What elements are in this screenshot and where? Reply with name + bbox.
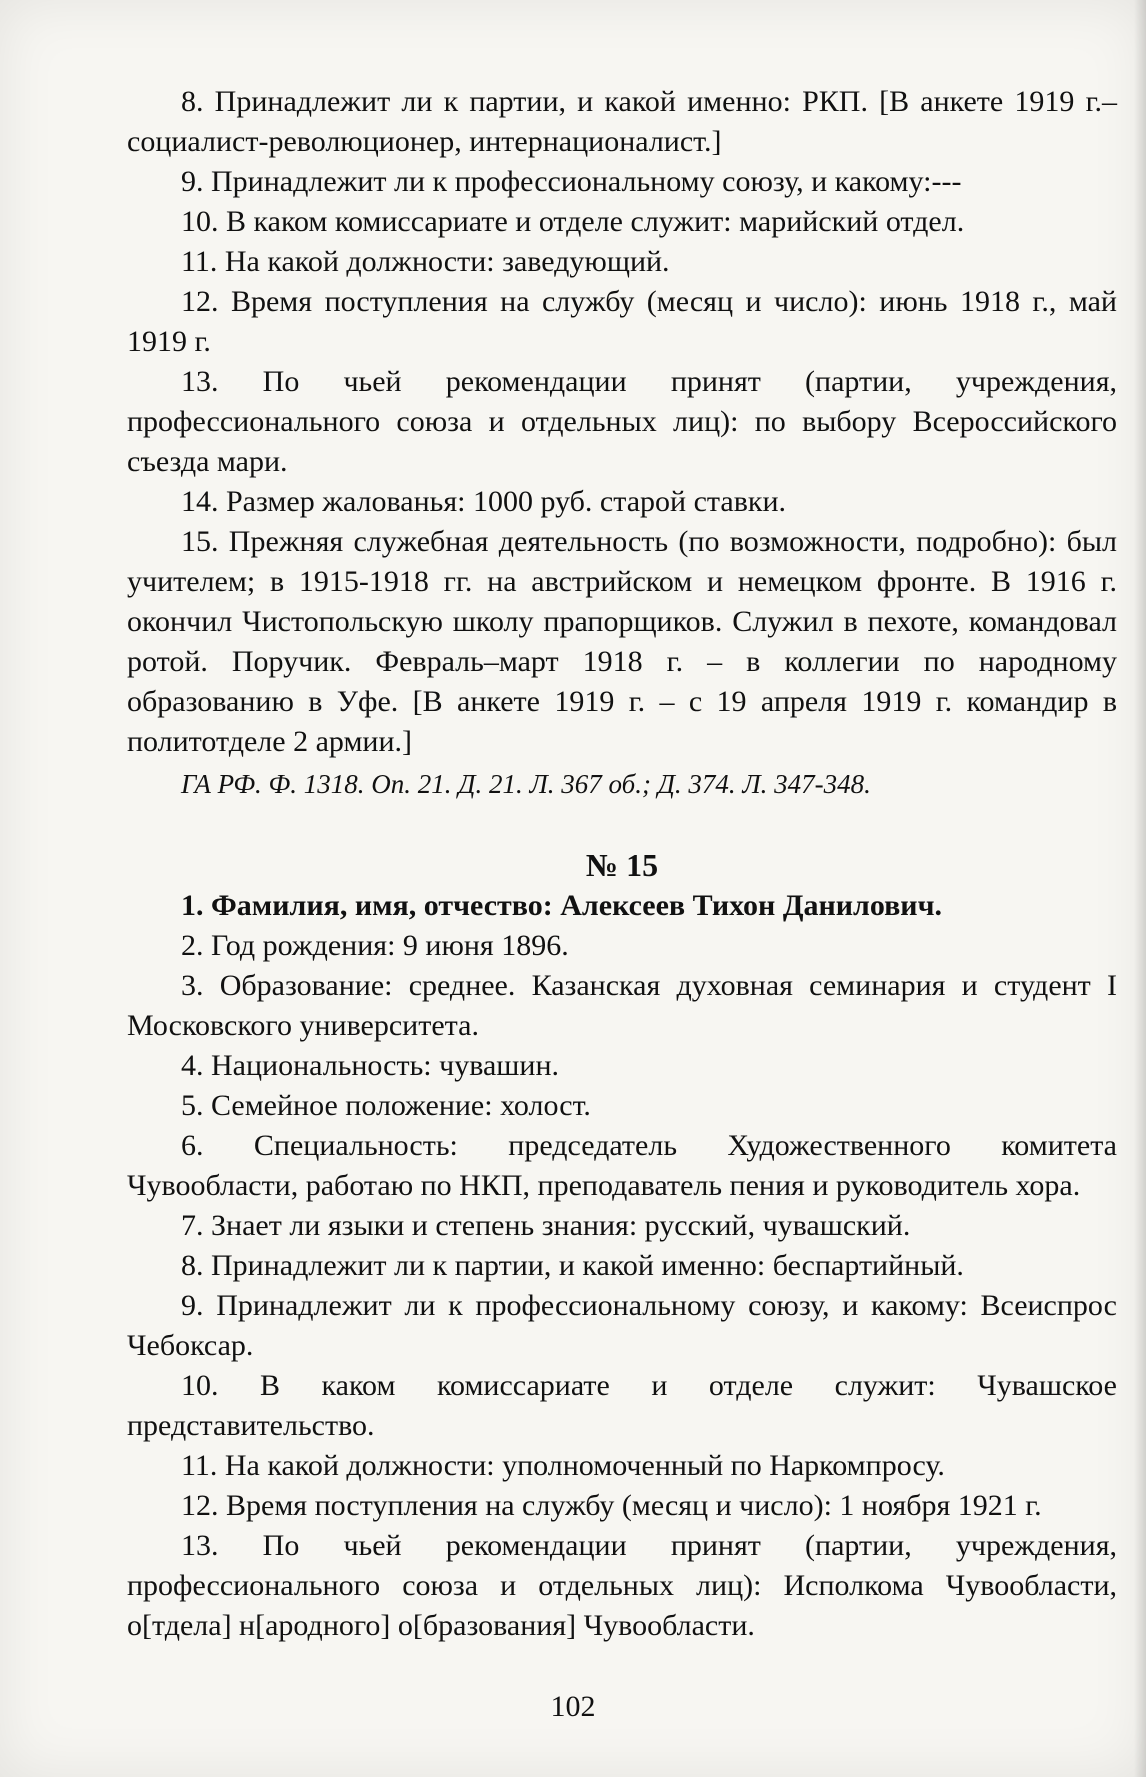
doc15-item-8-party: 8. Принадлежит ли к партии, и какой именно: беспартийный. [181, 1249, 964, 1282]
doc15-item-11-position: 11. На какой должности: уполномоченный по Наркомпросу. [181, 1449, 945, 1482]
doc15-name-line: 1. Фамилия, имя, отчество: Алексеев Тихон Данилович. [181, 889, 943, 922]
scan-edge-shadow [1134, 0, 1146, 1777]
item-14-salary: 14. Размер жалованья: 1000 руб. старой ставки. [181, 485, 786, 518]
doc15-item-2-birth: 2. Год рождения: 9 июня 1896. [181, 929, 569, 962]
doc15-item-13-recommendation: 13. По чьей рекомендации принят (партии, учреждения, профессионального союза и отдельных лиц): Исполкома Чувообласти, о[тдела] н[ародного] о[бразования] Чувообласти. [127, 1529, 1117, 1642]
item-10-commissariat: 10. В каком комиссариате и отделе служит: марийский отдел. [181, 205, 965, 238]
document-text [127, 82, 1117, 1646]
doc15-item-12-start-date: 12. Время поступления на службу (месяц и число): 1 ноября 1921 г. [181, 1489, 1042, 1522]
doc15-item-10-commissariat: 10. В каком комиссариате и отделе служит: Чувашское представительство. [127, 1369, 1117, 1442]
page-number: 102 [550, 1690, 596, 1723]
doc15-item-3-education: 3. Образование: среднее. Казанская духовная семинария и студент I Московского университета. [127, 969, 1117, 1042]
doc15-item-5-family: 5. Семейное положение: холост. [181, 1089, 591, 1122]
archive-citation: ГА РФ. Ф. 1318. Оп. 21. Д. 21. Л. 367 об.; Д. 374. Л. 347-348. [181, 769, 871, 799]
item-8-party: 8. Принадлежит ли к партии, и какой именно: РКП. [В анкете 1919 г.– социалист-революционер, интернационалист.] [127, 85, 1117, 158]
item-13-recommendation: 13. По чьей рекомендации принят (партии, учреждения, профессионального союза и отдельных лиц): по выбору Всероссийского съезда мари. [127, 365, 1117, 478]
doc15-item-4-nationality: 4. Национальность: чувашин. [181, 1049, 560, 1082]
document-number-heading: № 15 [585, 847, 659, 883]
item-9-union: 9. Принадлежит ли к профессиональному союзу, и какому:--- [181, 165, 962, 198]
doc15-item-7-languages: 7. Знает ли языки и степень знания: русский, чувашский. [181, 1209, 911, 1242]
doc15-item-9-union: 9. Принадлежит ли к профессиональному союзу, и какому: Всеиспрос Чебоксар. [127, 1289, 1117, 1362]
item-12-start-date: 12. Время поступления на службу (месяц и число): июнь 1918 г., май 1919 г. [127, 285, 1117, 358]
item-11-position: 11. На какой должности: заведующий. [181, 245, 670, 278]
item-15-previous-work: 15. Прежняя служебная деятельность (по возможности, подробно): был учителем; в 1915-1918 гг. на австрийском и немецком фронте. В 1916 г. окончил Чистопольскую школу прапорщиков. Служил в пехоте, командовал ротой. Поручик. Февраль–март 1918 г. – в коллегии по народному образованию в Уфе. [В анкете 1919 г. – с 19 апреля 1919 г. командир в политотделе 2 армии.] [127, 525, 1117, 758]
doc15-item-6-specialty: 6. Специальность: председатель Художественного комитета Чувообласти, работаю по НКП, преподаватель пения и руководитель хора. [127, 1129, 1117, 1202]
